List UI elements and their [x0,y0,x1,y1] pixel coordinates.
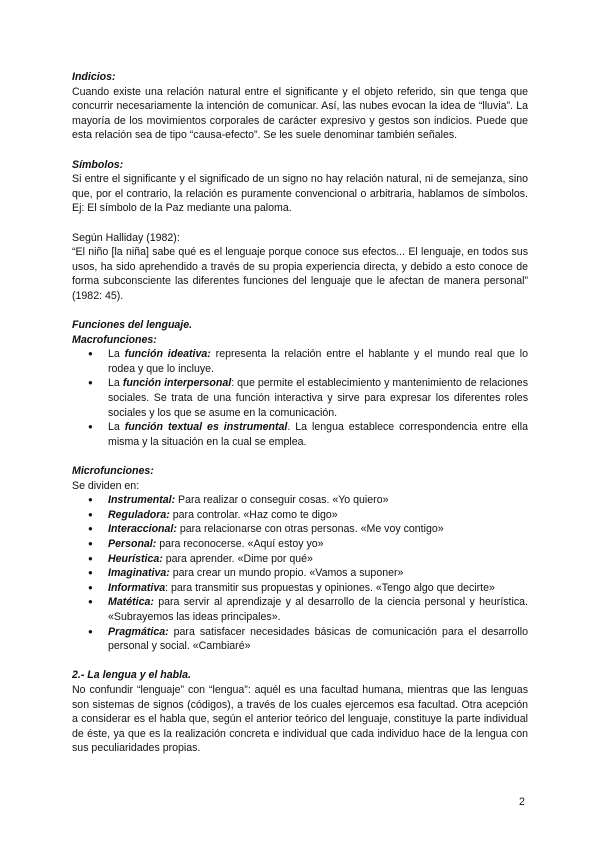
list-item: ● La función interpersonal: que permite el establecimiento y mantenimiento de relaciones sociales. Se trata de una función interactiva y sirve para expresar los diferentes roles sociales y los que se asume en la comunicación. [72,376,528,420]
list-item: ● Personal: para reconocerse. «Aquí estoy yo» [72,537,528,552]
list-item-term: Informativa [108,581,166,594]
list-item: ● Pragmática: para satisfacer necesidades básicas de comunicación para el desarrollo personal y social. «Cambiaré» [72,625,528,654]
list-item-term: función ideativa: [124,348,211,361]
list-item-term: Personal: [108,538,157,550]
list-item: ● Heurística: para aprender. «Dime por qué» [72,552,528,567]
list-item: ● Reguladora: para controlar. «Haz como te digo» [72,508,528,523]
microfunciones-intro: Se dividen en: [72,479,140,492]
list-item: ● Matética: para servir al aprendizaje y al desarrollo de la ciencia personal y heurística. «Subrayemos las ideas principales». [72,595,528,624]
indicios-paragraph: Cuando existe una relación natural entre el significante y el objeto referido, sin que tenga que concurrir necesariamente la intención de comunicar. Así, las nubes evocan la idea de “lluvia”. La mayoría de los movimientos corporales de carácter expresivo y gestos son indicios. Puede que esta relación sea de tipo “causa-efecto”. Se les suele denominar también señales. [72,85,528,142]
simbolos-paragraph: Si entre el significante y el significado de un signo no hay relación natural, ni de semejanza, sino que, por el contrario, la relación es puramente convencional o arbitraria, hablamos de símbolos. Ej: El símbolo de la Paz mediante una paloma. [72,173,528,215]
list-item-term: Heurística: [108,552,163,565]
list-item-term: función interpersonal [122,377,232,390]
list-item-term: Pragmática: [108,625,169,638]
list-item: ● Instrumental: Para realizar o conseguir cosas. «Yo quiero» [72,493,528,508]
macrofunciones-list [72,347,528,449]
list-item-term: Instrumental: [108,494,176,507]
list-item: ● Informativa: para transmitir sus propuestas y opiniones. «Tengo algo que decirte» [72,581,528,596]
list-item-term: Interaccional: [108,523,177,536]
list-item: ● Imaginativa: para crear un mundo propio. «Vamos a suponer» [72,566,528,581]
list-item-term: Reguladora: [108,508,170,521]
microfunciones-heading: Microfunciones: [72,465,154,478]
halliday-quote: “El niño [la niña] sabe qué es el lenguaje porque conoce sus efectos... El lenguaje, en todos sus usos, ha sido aprehendido a través de su propia experiencia directa, y debido a esto conoce de forma subconsciente las diferentes funciones del lenguaje que le afectan de manera personal” (1982: 45). [72,246,528,302]
funciones-heading: Funciones del lenguaje. [72,319,193,332]
list-item: ● La función ideativa: representa la relación entre el hablante y el mundo real que lo rodea y que lo incluye. [72,347,528,376]
lengua-habla-heading: 2.- La lengua y el habla. [72,669,191,682]
list-item-term: Imaginativa: [108,567,170,580]
list-item-term: función textual es instrumental [124,421,288,434]
document-page [72,70,528,756]
indicios-heading: Indicios: [72,71,116,83]
simbolos-heading: Símbolos: [72,158,124,171]
list-item: ● Interaccional: para relacionarse con otras personas. «Me voy contigo» [72,522,528,537]
list-item: ● La función textual es instrumental. La lengua establece correspondencia entre ella misma y la situación en la cual se emplea. [72,420,528,449]
microfunciones-list [72,493,528,654]
halliday-intro: Según Halliday (1982): [72,231,180,244]
list-item-term: Matética: [108,596,154,609]
page-number: 2 [519,796,525,808]
lengua-habla-paragraph: No confundir “lenguaje” con “lengua”: aquél es una facultad humana, mientras que las lenguas son sistemas de signos (códigos), a través de los cuales ejercemos esa facultad. Otra acepción a considerar es el habla que, según el anterior teórico del lenguaje, constituye la parte individual de éste, ya que es la realización concreta e individual que cada individuo hace de la lengua con sus peculiaridades propias. [72,683,528,755]
macrofunciones-heading: Macrofunciones: [72,333,157,346]
